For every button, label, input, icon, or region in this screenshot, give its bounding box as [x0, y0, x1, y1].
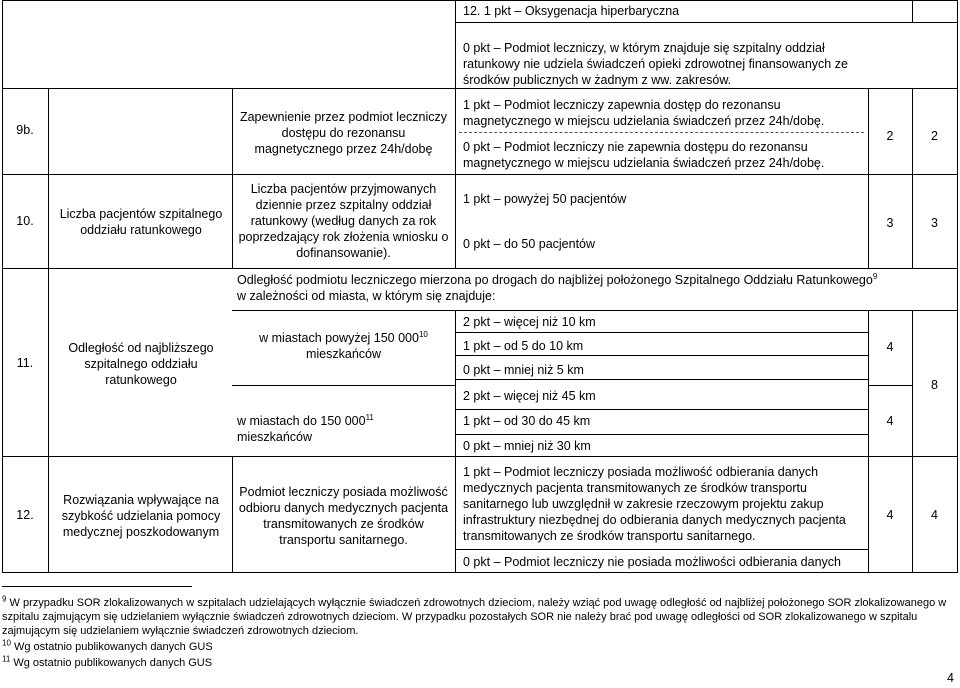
- col-divider-3b: [455, 310, 456, 572]
- row-9b-weight: 2: [886, 129, 894, 143]
- opt-line-1: [455, 332, 868, 333]
- row-12-number: 12.: [16, 508, 34, 522]
- small-city-label: w miastach do 150 $000^{11}$ mieszkańców: [237, 412, 374, 444]
- opt-line-3: [455, 379, 868, 380]
- row-10-max-points: 3: [931, 216, 938, 230]
- opt-line-2: [455, 355, 868, 356]
- col-divider-2b: [232, 456, 233, 572]
- col-divider-3a: [455, 0, 456, 268]
- oxygenation-option-0: 0 pkt – Podmiot leczniczy, w którym znajduje się szpitalny oddział ratunkowy nie udziela świadczeń opieki zdrowotnej finansowanych ze środków publicznych w żadnym z ww. zakresów.: [463, 41, 848, 87]
- row-9b-option-1: 1 pkt – Podmiot leczniczy zapewnia dostęp do rezonansu magnetycznego w miejscu udzielania świadczeń przez 24h/dobę.: [463, 98, 825, 128]
- row-line-11-top: [2, 268, 958, 269]
- opt-line-4: [455, 409, 868, 410]
- weight-divider: [868, 385, 912, 386]
- big-city-option-1: 1 pkt – od 5 do 10 km: [463, 339, 584, 353]
- row-10-option-0: 0 pkt – do 50 pacjentów: [463, 237, 596, 251]
- table-border-bottom: [2, 572, 958, 573]
- row-9b-option-0: 0 pkt – Podmiot leczniczy nie zapewnia dostępu do rezonansu magnetycznego w miejscu udzielania świadczeń przez 24h/dobę.: [463, 140, 825, 170]
- footnote-11: $^{11}$ Wg ostatnio publikowanych danych GUS: [2, 654, 213, 669]
- city-divider: [232, 385, 456, 386]
- table-border-left: [2, 0, 3, 572]
- row-line-9b-top: [2, 88, 958, 89]
- row-line-11-intro: [232, 310, 958, 311]
- row-12-criterion: Podmiot leczniczy posiada możliwość odbioru danych medycznych pacjenta transmitowanych ze środków transportu sanitarnego.: [238, 485, 449, 547]
- row-line-12-top: [2, 456, 958, 457]
- small-city-option-0: 0 pkt – mniej niż 30 km: [463, 439, 591, 453]
- footnote-9: $^9$ W przypadku SOR zlokalizowanych w szpitalach udzielających wyłącznie świadczeń zdrowotnych dzieciom, należy wziąć pod uwagę odległość od najbliżej położonego SOR zlokalizowanego w szpitalu zajmującym się udzielaniem wyłącznie świadczeń zdrowotnych dzieciom. W przypadku pozostałych SOR nie należy brać pod uwagę odległości od SOR zlokalizowanego w szpitalu zajmującym się udzielaniem wyłącznie świadczeń zdrowotnych dzieciom.: [2, 594, 947, 637]
- row-line-10-top: [2, 174, 958, 175]
- table-border-top: [2, 0, 958, 1]
- row-9b-max-points: 2: [931, 129, 938, 143]
- col-divider-5a: [912, 88, 913, 268]
- row-10-name: Liczba pacjentów szpitalnego oddziału ratunkowego: [59, 207, 223, 237]
- col-divider-4a: [868, 88, 869, 268]
- row-10-weight: 3: [886, 216, 894, 230]
- big-city-weight: 4: [886, 340, 894, 354]
- col-divider-5c: [912, 0, 913, 22]
- row-11-intro: Odległość podmiotu leczniczego mierzona po drogach do najbliżej położonego Szpitalnego Oddziału Ratunkowego$^9$ w zależności od miasta, w którym się znajduje:: [237, 271, 878, 303]
- big-city-option-2: 2 pkt – więcej niż 10 km: [463, 315, 596, 329]
- row-9b-number: 9b.: [16, 123, 34, 137]
- row-11-name: Odległość od najbliższego szpitalnego oddziału ratunkowego: [68, 341, 214, 387]
- row-12-weight: 4: [886, 508, 894, 522]
- row-9b-criterion: Zapewnienie przez podmiot leczniczy dostępu do rezonansu magnetycznego przez 24h/dobę: [239, 110, 448, 156]
- col-divider-2a: [232, 88, 233, 268]
- col-divider-1: [48, 88, 49, 572]
- row-11-max-points: 8: [931, 378, 938, 392]
- footnote-10: $^{10}$ Wg ostatnio publikowanych danych GUS: [2, 638, 213, 653]
- row-line-oxy-title: [455, 22, 958, 23]
- row-10-number: 10.: [16, 214, 34, 228]
- opt-line-5: [455, 434, 868, 435]
- row-12-option-1: 1 pkt – Podmiot leczniczy posiada możliwość odbierania danych medycznych pacjenta transmitowanych ze środków transportu sanitarnego lub uwzględnił w zakresie rzeczowym projektu zakup infrastruktury niezbędnej do odbierania danych medycznych pacjenta transmitowanych ze środków transportu sanitarnego.: [463, 465, 846, 543]
- row-12-option-0: 0 pkt – Podmiot leczniczy nie posiada możliwości odbierania danych: [463, 555, 841, 569]
- small-city-weight: 4: [886, 414, 894, 428]
- small-city-option-2: 2 pkt – więcej niż 45 km: [463, 389, 596, 403]
- footnote-separator: [2, 586, 192, 587]
- row-12-max-points: 4: [931, 508, 938, 522]
- opt-line-12: [455, 549, 868, 550]
- small-city-option-1: 1 pkt – od 30 do 45 km: [463, 414, 591, 428]
- row-12-name: Rozwiązania wpływające na szybkość udzielania pomocy medycznej poszkodowanym: [61, 493, 221, 539]
- row-10-criterion: Liczba pacjentów przyjmowanych dziennie przez szpitalny oddział ratunkowy (według danych za rok poprzedzający rok złożenia wniosku o dofinansowanie).: [238, 182, 449, 260]
- table-border-right: [957, 0, 958, 572]
- big-city-option-0: 0 pkt – mniej niż 5 km: [463, 363, 584, 377]
- col-divider-5b: [912, 310, 913, 572]
- big-city-label: w miastach powyżej 150 $000^{10}$ mieszkańców: [259, 329, 428, 361]
- row-10-option-1: 1 pkt – powyżej 50 pacjentów: [463, 192, 627, 206]
- page-number: 4: [947, 671, 954, 685]
- oxygenation-title: 12. 1 pkt – Oksygenacja hiperbaryczna: [463, 4, 680, 18]
- dashed-separator-9b: [459, 132, 864, 133]
- row-11-number: 11.: [16, 356, 34, 370]
